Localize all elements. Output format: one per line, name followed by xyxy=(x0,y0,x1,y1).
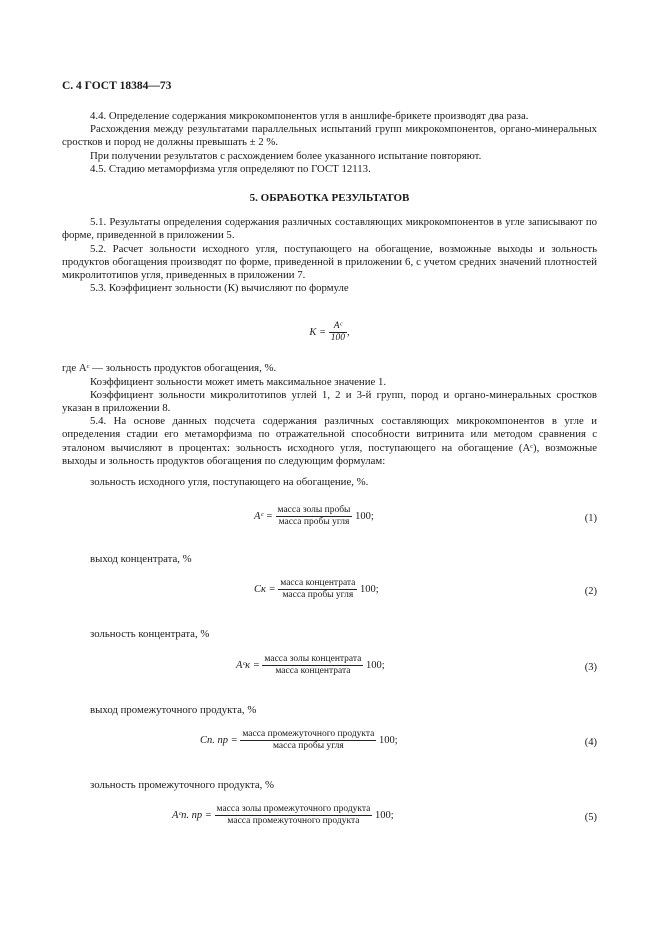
equation-4-denominator: масса пробы угля xyxy=(272,741,344,751)
equation-5-label: зольность промежуточного продукта, % xyxy=(90,779,275,791)
equation-4-numerator: масса промежуточного продукта xyxy=(242,729,375,739)
equation-3-denominator: масса концентрата xyxy=(275,666,351,676)
document-body xyxy=(62,110,597,468)
equation-1-number: (1) xyxy=(584,513,597,524)
paragraph-4-4: 4.4. Определение содержания микрокомпонентов угля в аншлифе-брикете производят два раза. xyxy=(90,110,529,122)
equation-3-number: (3) xyxy=(584,662,597,673)
formula-k-tail: , xyxy=(346,327,350,339)
page-header: С. 4 ГОСТ 18384—73 xyxy=(62,80,172,92)
formula-k-denominator: 100 xyxy=(330,333,345,344)
equation-5-lhs: Aᶜп. пр = xyxy=(172,809,212,821)
paragraph-max-value: Коэффициент зольности может иметь максимальное значение 1. xyxy=(90,375,387,388)
equation-2-label: выход концентрата, % xyxy=(90,553,192,565)
equation-1-numerator: масса золы пробы xyxy=(277,505,351,515)
equation-2-multiplier: 100; xyxy=(360,583,379,595)
equation-1 xyxy=(62,505,597,535)
equation-3-lhs: Aᶜк = xyxy=(236,659,260,671)
paragraph-repeat: При получении результатов с расхождением более указанного испытание повторяют. xyxy=(90,149,482,162)
paragraph-5-2: 5.2. Расчет зольности исходного угля, поступающего на обогащение, возможные выходы и зольность продуктов обогащения производят по форме, приведенной в приложении 6, с учетом средних значений плотностей микролитотипов угля, приведенных в приложении 7. xyxy=(62,242,597,282)
equation-1-denominator: масса пробы угля xyxy=(278,517,350,527)
formula-k-numerator: Aᶜ xyxy=(329,321,347,333)
paragraph-5-3: 5.3. Коэффициент зольности (К) вычисляют по формуле xyxy=(90,282,349,295)
equation-4-label: выход промежуточного продукта, % xyxy=(90,704,257,716)
paragraph-where: где Aᶜ — зольность продуктов обогащения, %. xyxy=(62,362,277,375)
formula-ash-coefficient xyxy=(62,321,597,344)
equation-5-multiplier: 100; xyxy=(375,809,394,821)
equation-3 xyxy=(62,654,597,684)
equation-4-lhs: Cп. пр = xyxy=(200,734,238,746)
equation-1-label: зольность исходного угля, поступающего на обогащение, %. xyxy=(90,476,369,488)
equation-5-number: (5) xyxy=(584,812,597,823)
paragraph-5-4: 5.4. На основе данных подсчета содержания различных составляющих микрокомпонентов в угле и определения стадии его метаморфизма по отражательной способности витринита или методом сравнения с эталоном вычисляют в процентах: зольность исходного угля, поступающего на обогащение (Aᶜ), возможные выходы и зольность продуктов обогащения по следующим формулам: xyxy=(62,415,597,467)
equation-3-fraction xyxy=(262,654,363,677)
paragraph-4-5: 4.5. Стадию метаморфизма угля определяют по ГОСТ 12113. xyxy=(90,162,371,175)
paragraph-5-1: 5.1. Результаты определения содержания различных составляющих микрокомпонентов в угле записывают по форме, приведенной в приложении 5. xyxy=(62,216,597,242)
equation-2-denominator: масса пробы угля xyxy=(282,590,354,600)
equation-3-multiplier: 100; xyxy=(366,659,385,671)
section-title: 5. ОБРАБОТКА РЕЗУЛЬТАТОВ xyxy=(249,192,410,205)
equation-2 xyxy=(62,578,597,608)
equation-3-numerator: масса золы концентрата xyxy=(264,654,362,664)
equation-2-lhs: Cк = xyxy=(254,583,276,595)
equation-5-denominator: масса промежуточного продукта xyxy=(227,816,360,826)
equation-2-fraction xyxy=(278,578,357,601)
equation-1-multiplier: 100; xyxy=(355,510,374,522)
equation-1-lhs: Aᶜ = xyxy=(254,510,273,522)
paragraph-discrepancy: Расхождения между результатами параллельных испытаний групп микрокомпонентов, органо-минеральных сростков и пород не должны превышать ± 2 %. xyxy=(62,123,597,149)
equation-1-fraction xyxy=(276,505,353,528)
equation-4-multiplier: 100; xyxy=(379,734,398,746)
equation-3-label: зольность концентрата, % xyxy=(90,628,210,640)
equation-2-numerator: масса концентрата xyxy=(280,578,356,588)
paragraph-coefficients: Коэффициент зольности микролитотипов углей 1, 2 и 3-й групп, пород и органо-минеральных сростков указан в приложении 8. xyxy=(62,388,597,415)
equation-5 xyxy=(62,804,597,834)
equation-5-fraction xyxy=(215,804,373,827)
equation-4-fraction xyxy=(240,729,376,752)
formula-k-fraction xyxy=(329,321,347,344)
equation-4-number: (4) xyxy=(584,737,597,748)
formula-k-lhs: K = xyxy=(309,327,327,339)
equation-5-numerator: масса золы промежуточного продукта xyxy=(216,804,371,814)
equation-2-number: (2) xyxy=(584,586,597,597)
equation-4 xyxy=(62,729,597,759)
